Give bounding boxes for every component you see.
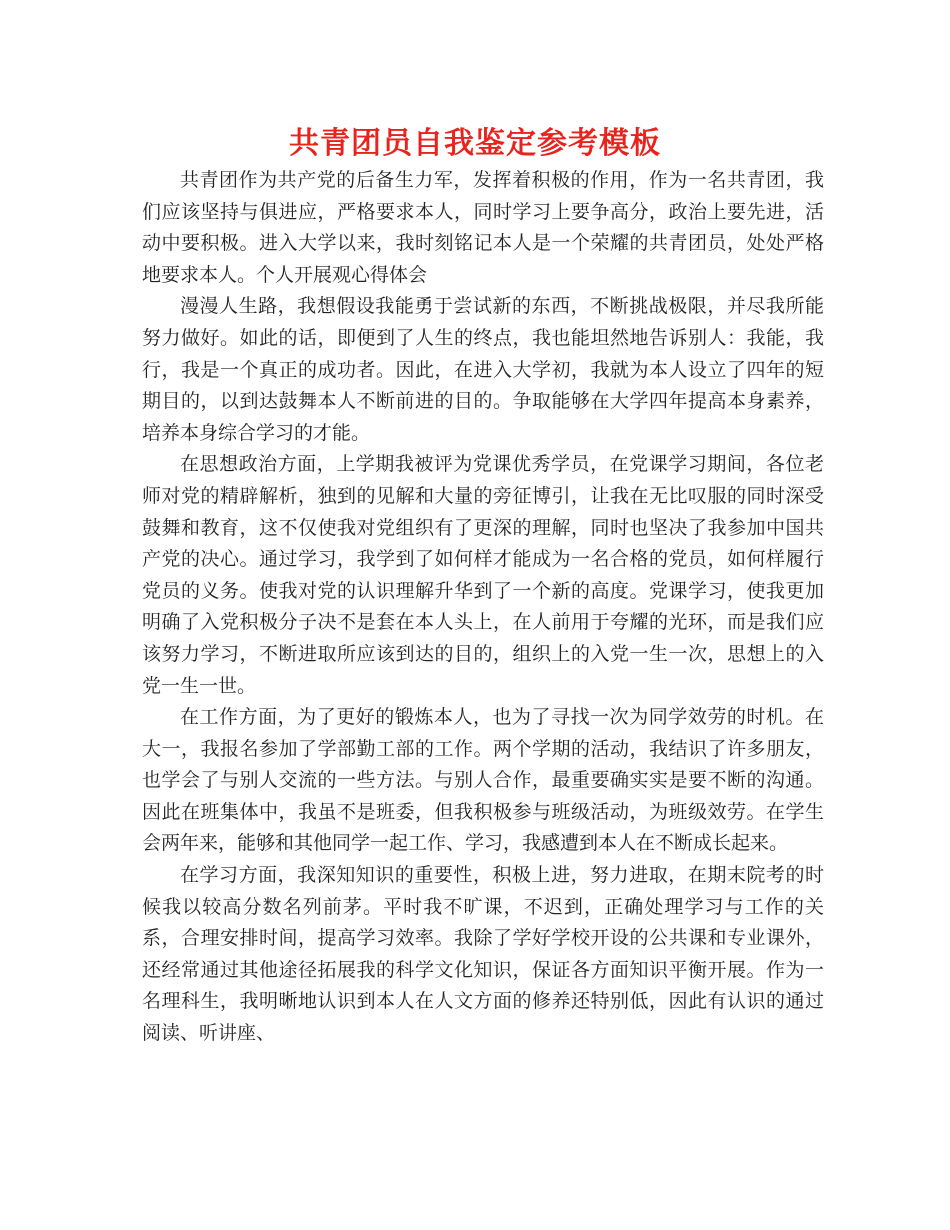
paragraph-1: 共青团作为共产党的后备生力军，发挥着积极的作用，作为一名共青团，我们应该坚持与俱进应，严格要求本人，同时学习上要争高分，政治上要先进，活动中要积极。进入大学以来，我时刻铭记本人是一个荣耀的共青团员，处处严格地要求本人。个人开展观心得体会 bbox=[142, 169, 824, 286]
paragraph-3: 在思想政治方面，上学期我被评为党课优秀学员，在党课学习期间，各位老师对党的精辟解析，独到的见解和大量的旁征博引，让我在无比叹服的同时深受鼓舞和教育，这不仅使我对党组织有了更深的理解，同时也坚决了我参加中国共产党的决心。通过学习，我学到了如何样才能成为一名合格的党员，如何样履行党员的义务。使我对党的认识理解升华到了一个新的高度。党课学习，使我更加明确了入党积极分子决不是套在本人头上，在人前用于夸耀的光环，而是我们应该努力学习，不断进取所应该到达的目的，组织上的入党一生一次，思想上的入党一生一世。 bbox=[142, 453, 824, 697]
document-body bbox=[142, 165, 824, 1050]
paragraph-2: 漫漫人生路，我想假设我能勇于尝试新的东西，不断挑战极限，并尽我所能努力做好。如此的话，即便到了人生的终点，我也能坦然地告诉别人：我能，我行，我是一个真正的成功者。因此，在进入大学初，我就为本人设立了四年的短期目的，以到达鼓舞本人不断前进的目的。争取能够在大学四年提高本身素养，培养本身综合学习的才能。 bbox=[142, 295, 824, 444]
paragraph-4: 在工作方面，为了更好的锻炼本人，也为了寻找一次为同学效劳的时机。在大一，我报名参加了学部勤工部的工作。两个学期的活动，我结识了许多朋友，也学会了与别人交流的一些方法。与别人合作，最重要确实实是要不断的沟通。因此在班集体中，我虽不是班委，但我积极参与班级活动，为班级效劳。在学生会两年来，能够和其他同学一起工作、学习，我感遭到本人在不断成长起来。 bbox=[142, 706, 824, 855]
paragraph-5: 在学习方面，我深知知识的重要性，积极上进，努力进取，在期末院考的时候我以较高分数名列前茅。平时我不旷课，不迟到，正确处理学习与工作的关系，合理安排时间，提高学习效率。我除了学好学校开设的公共课和专业课外，还经常通过其他途径拓展我的科学文化知识，保证各方面知识平衡开展。作为一名理科生，我明晰地认识到本人在人文方面的修养还特别低，因此有认识的通过阅读、听讲座、 bbox=[142, 864, 824, 1045]
document-title: 共青团员自我鉴定参考模板 bbox=[289, 126, 661, 161]
